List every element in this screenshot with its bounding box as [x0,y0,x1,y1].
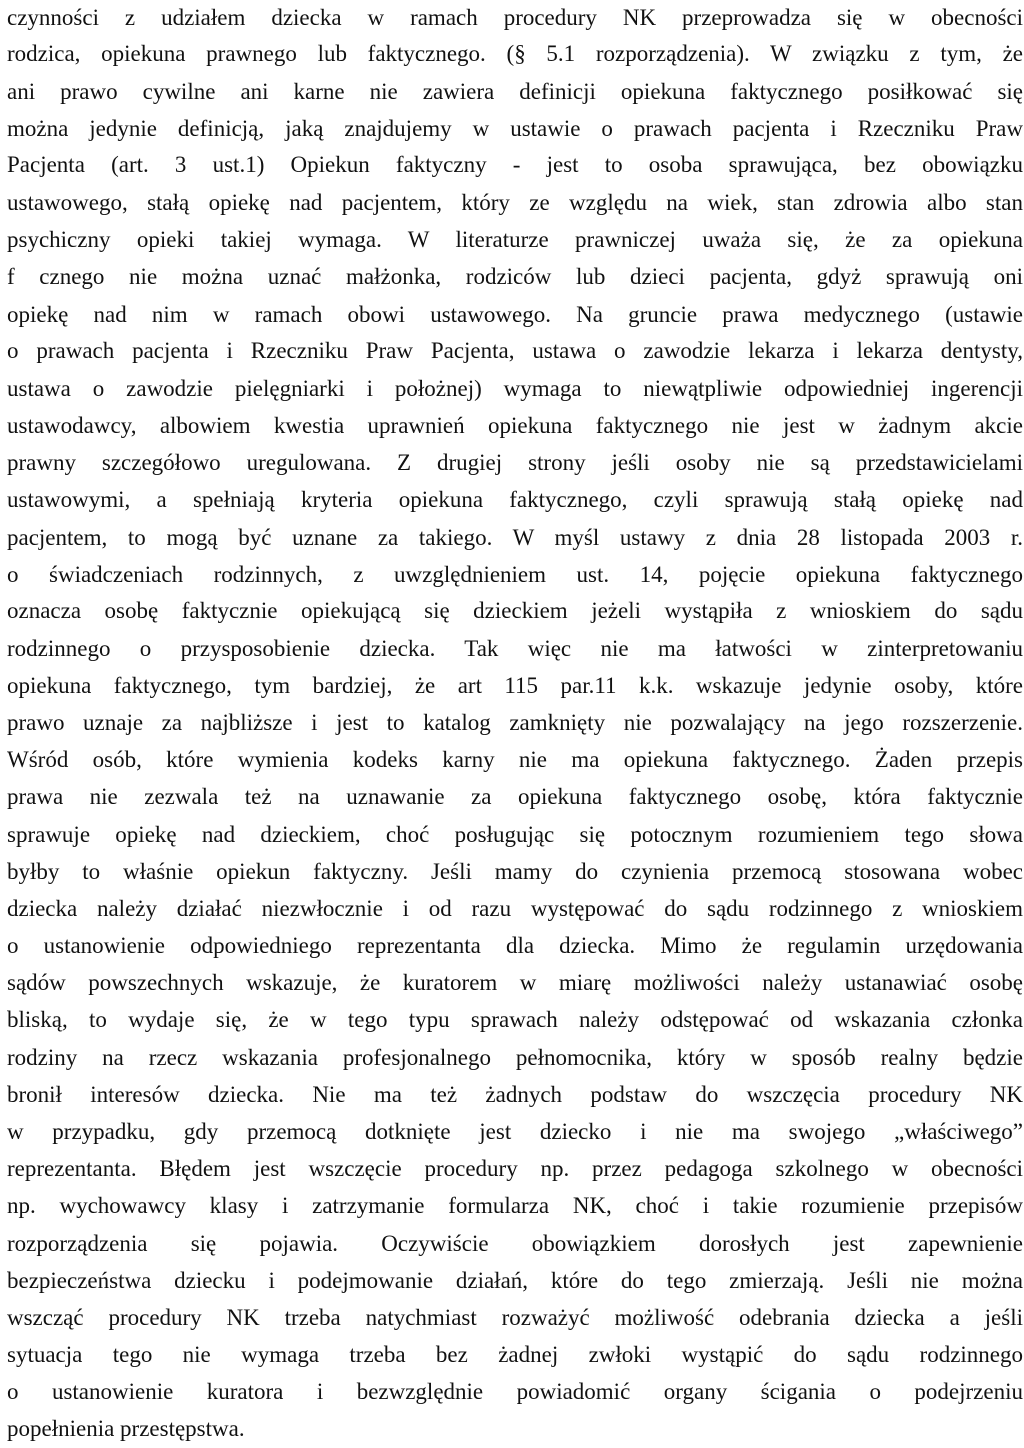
text-line: o ustanowienie kuratora i bezwzględnie powiadomić organy ścigania o podejrzeniu [7,1379,1023,1404]
text-line: bezpieczeństwa dziecku i podejmowanie działań, które do tego zmierzają. Jeśli nie można [7,1268,1023,1293]
text-line: Pacjenta (art. 3 ust.1) Opiekun faktyczny - jest to osoba sprawująca, bez obowiązku [7,152,1023,177]
text-line: bronił interesów dziecka. Nie ma też żadnych podstaw do wszczęcia procedury NK [7,1082,1023,1107]
text-line: o ustanowienie odpowiedniego reprezentanta dla dziecka. Mimo że regulamin urzędowania [7,933,1023,958]
text-line: oznacza osobę faktycznie opiekującą się dzieckiem jeżeli wystąpiła z wnioskiem do sądu [7,598,1023,623]
text-line: dziecka należy działać niezwłocznie i od razu występować do sądu rodzinnego z wnioskiem [7,896,1023,921]
text-line: prawny szczegółowo uregulowana. Z drugiej strony jeśli osoby nie są przedstawicielami [7,450,1023,475]
text-line: pacjentem, to mogą być uznane za takiego. W myśl ustawy z dnia 28 listopada 2003 r. [7,525,1023,550]
text-line: prawo uznaje za najbliższe i jest to katalog zamknięty nie pozwalający na jego rozszerzenie. [7,710,1023,735]
text-line: sprawuje opiekę nad dzieckiem, choć posługując się potocznym rozumieniem tego słowa [7,822,1023,847]
text-line: w przypadku, gdy przemocą dotknięte jest dziecko i nie ma swojego „właściwego” [7,1119,1023,1144]
text-line: reprezentanta. Błędem jest wszczęcie procedury np. przez pedagoga szkolnego w obecności [7,1156,1023,1181]
text-line: wszcząć procedury NK trzeba natychmiast rozważyć możliwość odebrania dziecka a jeśli [7,1305,1023,1330]
text-line: prawa nie zezwala też na uznawanie za opiekuna faktycznego osobę, która faktycznie [7,784,1023,809]
text-line: można jedynie definicją, jaką znajdujemy w ustawie o prawach pacjenta i Rzeczniku Praw [7,116,1023,141]
text-line-last: popełnienia przestępstwa. [7,1416,245,1441]
text-line: bliską, to wydaje się, że w tego typu sprawach należy odstępować od wskazania członka [7,1007,1023,1032]
text-line: opiekuna faktycznego, tym bardziej, że art 115 par.11 k.k. wskazuje jedynie osoby, które [7,673,1023,698]
text-line: ustawa o zawodzie pielęgniarki i położnej) wymaga to niewątpliwie odpowiedniej ingerencji [7,376,1023,401]
text-line: psychiczny opieki takiej wymaga. W literaturze prawniczej uważa się, że za opiekuna [7,227,1023,252]
text-line: sądów powszechnych wskazuje, że kuratorem w miarę możliwości należy ustanawiać osobę [7,970,1023,995]
text-line: rozporządzenia się pojawia. Oczywiście obowiązkiem dorosłych jest zapewnienie [7,1231,1023,1256]
text-line: czynności z udziałem dziecka w ramach procedury NK przeprowadza się w obecności [7,5,1023,30]
document-page [7,0,1023,1448]
text-line: rodzinnego o przysposobienie dziecka. Tak więc nie ma łatwości w zinterpretowaniu [7,636,1023,661]
text-line: ustawodawcy, albowiem kwestia uprawnień opiekuna faktycznego nie jest w żadnym akcie [7,413,1023,438]
text-line: f cznego nie można uznać małżonka, rodziców lub dzieci pacjenta, gdyż sprawują oni [7,264,1023,289]
text-line: byłby to właśnie opiekun faktyczny. Jeśli mamy do czynienia przemocą stosowana wobec [7,859,1023,884]
text-line: o prawach pacjenta i Rzeczniku Praw Pacjenta, ustawa o zawodzie lekarza i lekarza dentysty, [7,338,1023,363]
text-line: ustawowymi, a spełniają kryteria opiekuna faktycznego, czyli sprawują stałą opiekę nad [7,487,1023,512]
text-line: opiekę nad nim w ramach obowi ustawowego. Na gruncie prawa medycznego (ustawie [7,302,1023,327]
text-line: sytuacja tego nie wymaga trzeba bez żadnej zwłoki wystąpić do sądu rodzinnego [7,1342,1023,1367]
text-line: rodzica, opiekuna prawnego lub faktycznego. (§ 5.1 rozporządzenia). W związku z tym, że [7,41,1023,66]
text-line: ani prawo cywilne ani karne nie zawiera definicji opiekuna faktycznego posiłkować się [7,79,1023,104]
text-line: Wśród osób, które wymienia kodeks karny nie ma opiekuna faktycznego. Żaden przepis [7,747,1023,772]
text-line: np. wychowawcy klasy i zatrzymanie formularza NK, choć i takie rozumienie przepisów [7,1193,1023,1218]
text-line: rodziny na rzecz wskazania profesjonalnego pełnomocnika, który w sposób realny będzie [7,1045,1023,1070]
text-line: ustawowego, stałą opiekę nad pacjentem, który ze względu na wiek, stan zdrowia albo stan [7,190,1023,215]
text-line: o świadczeniach rodzinnych, z uwzględnieniem ust. 14, pojęcie opiekuna faktycznego [7,562,1023,587]
